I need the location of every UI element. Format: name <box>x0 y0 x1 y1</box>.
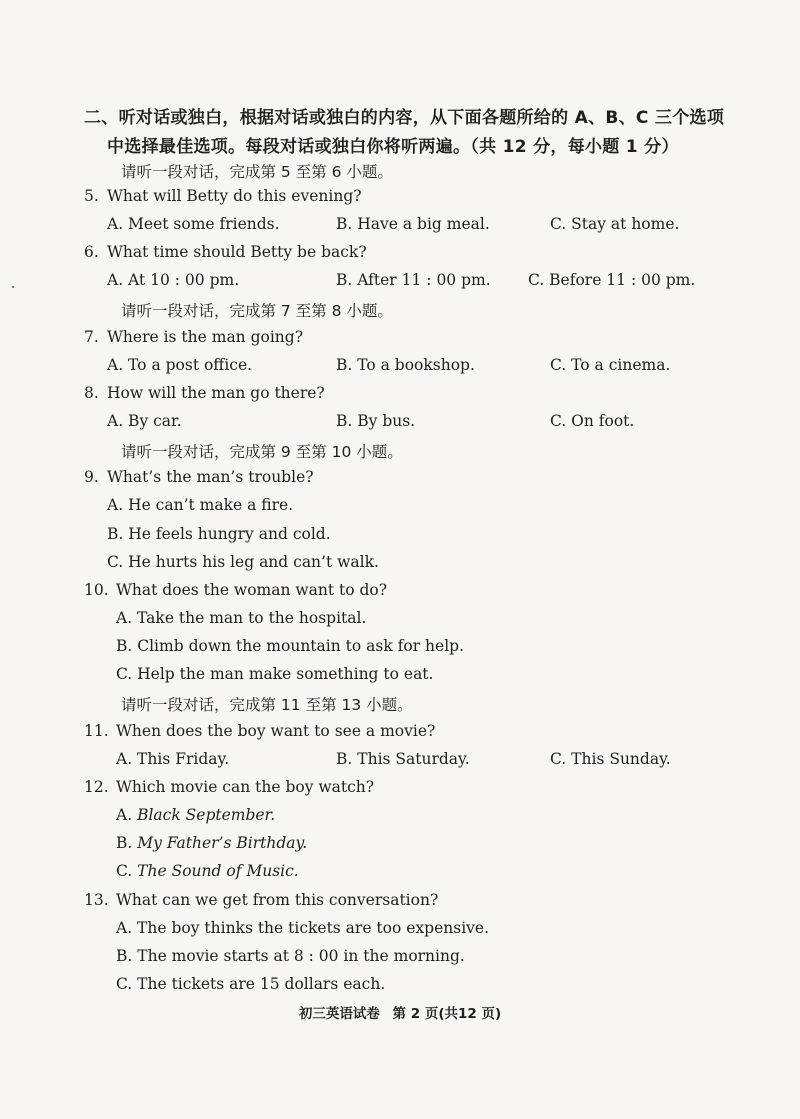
option-c: C. To a cinema. <box>550 356 671 374</box>
question-number: 7. <box>84 328 99 346</box>
question-text: How will the man go there? <box>107 384 325 402</box>
instruction-q9-10: 请听一段对话，完成第 9 至第 10 小题。 <box>121 443 403 461</box>
option-c: C. Stay at home. <box>550 215 680 233</box>
question-text: Which movie can the boy watch? <box>116 778 375 796</box>
option-c: C. Before 11 : 00 pm. <box>528 271 696 289</box>
question-number: 10. <box>84 581 109 599</box>
option-b: B. Climb down the mountain to ask for help. <box>116 637 465 655</box>
question-number: 6. <box>84 243 99 261</box>
movie-title: My Father’s Birthday. <box>137 834 308 852</box>
option-b: B. This Saturday. <box>336 750 470 768</box>
question-number: 5. <box>84 187 99 205</box>
option-letter: C. <box>116 862 133 880</box>
exam-title: 初三英语试卷 <box>298 1006 380 1022</box>
option-a: A. Meet some friends. <box>107 215 280 233</box>
option-a <box>116 806 275 824</box>
question-number: 12. <box>84 778 109 796</box>
question-number: 9. <box>84 468 99 486</box>
question-text: When does the boy want to see a movie? <box>116 722 436 740</box>
movie-title: Black September. <box>137 806 276 824</box>
instruction-q11-13: 请听一段对话，完成第 11 至第 13 小题。 <box>121 696 413 714</box>
option-b: B. By bus. <box>336 412 416 430</box>
page-footer <box>0 1002 800 1022</box>
option-c: C. The tickets are 15 dollars each. <box>116 975 386 993</box>
question-text: What can we get from this conversation? <box>116 891 439 909</box>
question-text: What’s the man’s trouble? <box>107 468 314 486</box>
option-c <box>116 862 299 880</box>
option-a: A. This Friday. <box>116 750 230 768</box>
option-letter: A. <box>116 806 133 824</box>
instruction-q7-8: 请听一段对话，完成第 7 至第 8 小题。 <box>121 302 393 320</box>
option-a: A. To a post office. <box>107 356 253 374</box>
scan-speck <box>12 286 14 288</box>
instruction-q5-6: 请听一段对话，完成第 5 至第 6 小题。 <box>121 163 393 181</box>
question-text: What does the woman want to do? <box>116 581 388 599</box>
option-letter: B. <box>116 834 133 852</box>
question-number: 13. <box>84 891 109 909</box>
option-a: A. The boy thinks the tickets are too expensive. <box>116 919 490 937</box>
question-text: What time should Betty be back? <box>107 243 367 261</box>
option-a: A. Take the man to the hospital. <box>116 609 367 627</box>
option-a: A. By car. <box>107 412 182 430</box>
section-heading-line-1: 二、听对话或独白，根据对话或独白的内容，从下面各题所给的 A、B、C 三个选项 <box>84 108 725 128</box>
question-text: What will Betty do this evening? <box>107 187 362 205</box>
option-c: C. This Sunday. <box>550 750 671 768</box>
option-a: A. At 10 : 00 pm. <box>107 271 240 289</box>
question-text: Where is the man going? <box>107 328 304 346</box>
option-b: B. After 11 : 00 pm. <box>336 271 491 289</box>
question-number: 11. <box>84 722 109 740</box>
option-b: B. He feels hungry and cold. <box>107 525 331 543</box>
option-b: B. The movie starts at 8 : 00 in the morning. <box>116 947 465 965</box>
page-number: 第 2 页(共12 页) <box>392 1006 502 1022</box>
section-heading-line-2: 中选择最佳选项。每段对话或独白你将听两遍。（共 12 分，每小题 1 分） <box>107 137 679 157</box>
question-number: 8. <box>84 384 99 402</box>
option-b: B. Have a big meal. <box>336 215 490 233</box>
movie-title: The Sound of Music. <box>137 862 299 880</box>
option-c: C. He hurts his leg and can’t walk. <box>107 553 379 571</box>
option-b: B. To a bookshop. <box>336 356 475 374</box>
option-a: A. He can’t make a fire. <box>107 496 294 514</box>
option-c: C. On foot. <box>550 412 635 430</box>
option-b <box>116 834 307 852</box>
option-c: C. Help the man make something to eat. <box>116 665 434 683</box>
